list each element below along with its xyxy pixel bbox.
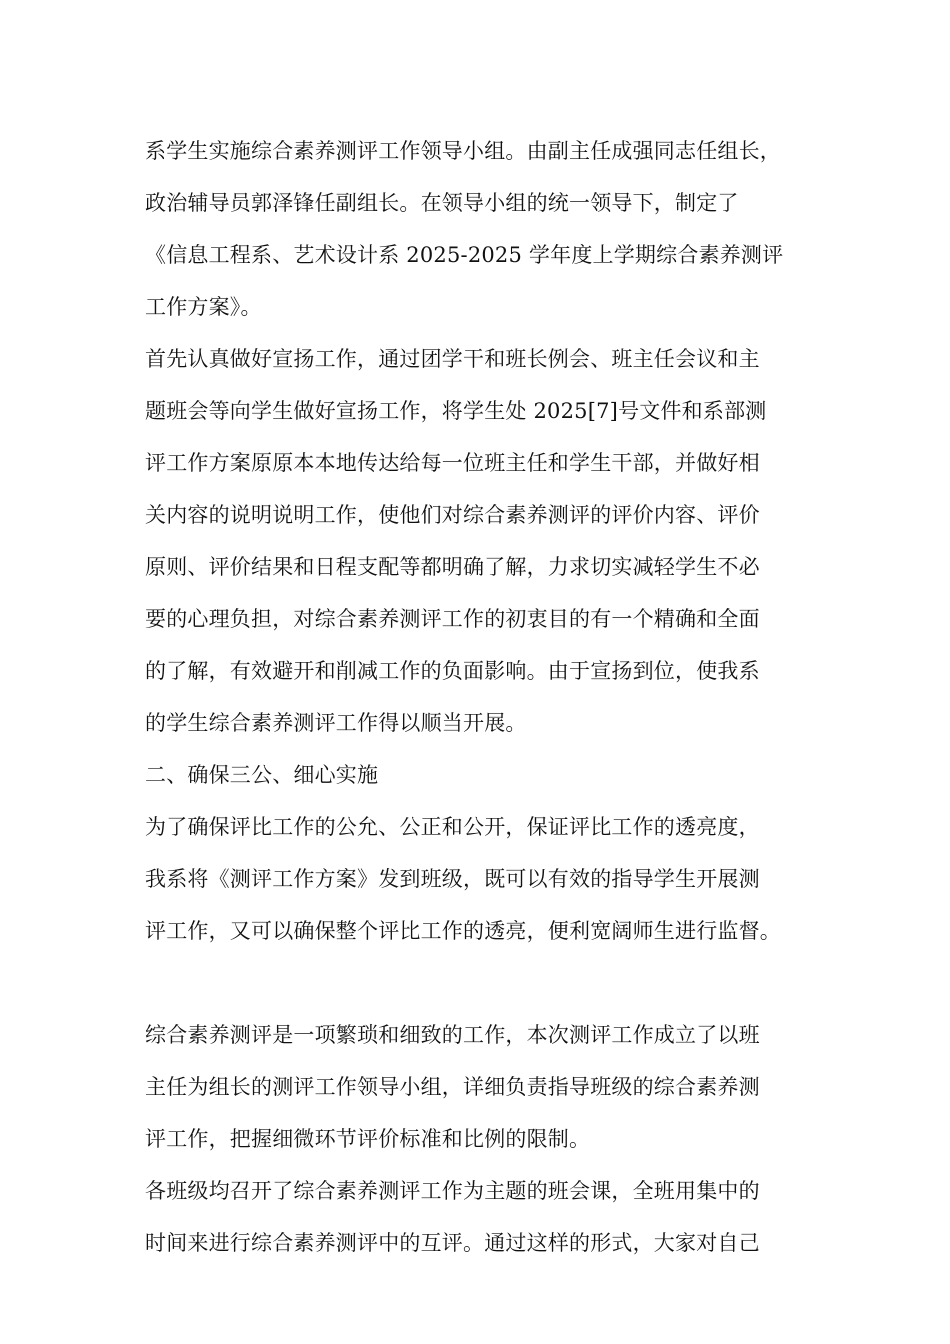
text-line: 评工作，又可以确保整个评比工作的透亮，便利宽阔师生进行监督。 xyxy=(145,919,781,943)
text-line: 要的心理负担，对综合素养测评工作的初衷目的有一个精确和全面 xyxy=(145,607,760,631)
text-line: 首先认真做好宣扬工作，通过团学干和班长例会、班主任会议和主 xyxy=(145,347,760,371)
text-line: 评工作方案原原本本地传达给每一位班主任和学生干部，并做好相 xyxy=(145,451,760,475)
text-line: 我系将《测评工作方案》发到班级，既可以有效的指导学生开展测 xyxy=(145,867,760,891)
paragraph-gap xyxy=(145,957,835,1009)
text-line: 关内容的说明说明工作，使他们对综合素养测评的评价内容、评价 xyxy=(145,503,760,527)
section-heading: 二、确保三公、细心实施 xyxy=(145,763,379,787)
text-line: 为了确保评比工作的公允、公正和公开，保证评比工作的透亮度， xyxy=(145,815,760,839)
text-line: 的了解，有效避开和削减工作的负面影响。由于宣扬到位，使我系 xyxy=(145,659,760,683)
text-line: 原则、评价结果和日程支配等都明确了解，力求切实减轻学生不必 xyxy=(145,555,760,579)
text-line: 评工作，把握细微环节评价标准和比例的限制。 xyxy=(145,1127,591,1151)
document-body xyxy=(145,125,835,1269)
text-line: 的学生综合素养测评工作得以顺当开展。 xyxy=(145,711,527,735)
text-line: 综合素养测评是一项繁琐和细致的工作，本次测评工作成立了以班 xyxy=(145,1023,760,1047)
text-line: 《信息工程系、艺术设计系 2025-2025 学年度上学期综合素养测评 xyxy=(145,243,784,267)
text-line: 各班级均召开了综合素养测评工作为主题的班会课，全班用集中的 xyxy=(145,1179,760,1203)
text-line: 主任为组长的测评工作领导小组，详细负责指导班级的综合素养测 xyxy=(145,1075,760,1099)
text-line: 政治辅导员郭泽锋任副组长。在领导小组的统一领导下，制定了 xyxy=(145,191,739,215)
text-line: 工作方案》。 xyxy=(145,295,262,319)
text-line: 系学生实施综合素养测评工作领导小组。由副主任成强同志任组长， xyxy=(145,139,781,163)
text-line: 题班会等向学生做好宣扬工作，将学生处 2025[7]号文件和系部测 xyxy=(145,399,767,423)
text-line: 时间来进行综合素养测评中的互评。通过这样的形式，大家对自己 xyxy=(145,1231,760,1255)
